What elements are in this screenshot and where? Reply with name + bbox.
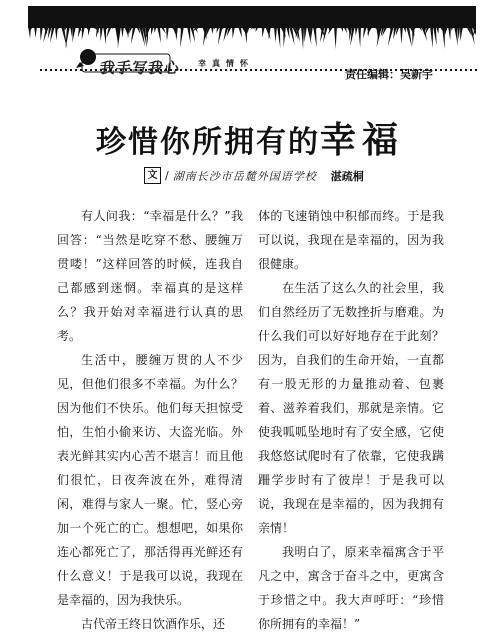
grass-blade <box>100 26 103 41</box>
grass-blade <box>445 26 448 35</box>
grass-blade <box>430 26 433 48</box>
grass-blade <box>334 26 337 49</box>
editor-credit <box>345 66 433 82</box>
grass-blade <box>277 26 280 48</box>
byline-mark: 文 <box>144 167 161 184</box>
grass-blade <box>115 26 118 43</box>
grass-blade <box>304 26 307 42</box>
grass-blade <box>40 26 43 41</box>
grass-blade <box>118 26 121 49</box>
grass-blade <box>34 26 37 38</box>
grass-blade <box>403 26 406 33</box>
grass-blade <box>28 26 31 39</box>
grass-blade <box>388 26 394 47</box>
grass-blade <box>244 26 247 44</box>
grass-blade <box>274 26 277 43</box>
grass-blade <box>313 26 317 47</box>
title-emphasis: 幸福 <box>319 119 404 161</box>
editor-label: 责任编辑： <box>345 68 400 81</box>
grass-blade <box>72 26 76 43</box>
grass-blade <box>43 26 49 42</box>
grass-blade <box>451 26 454 31</box>
grass-blade <box>400 26 403 44</box>
grass-blade <box>190 26 195 43</box>
grass-blade <box>88 26 91 36</box>
grass-blade <box>268 26 271 40</box>
paragraph: 在生活了这么久的社会里，我们自然经历了无数挫折与磨难。为什么我们可以好好地存在于此刻？因为，自我们的生命开始，一直都有一股无形的力量推动着、包裹着、滋养着我们，那就是亲情。它使我呱呱坠地时有了安全感，它使我悠悠试爬时有了依靠，它使我蹒跚学步时有了彼岸！于是我可以说，我现在是幸福的，因为我拥有亲情！ <box>258 281 444 535</box>
byline: 文 / 湖南长沙市岳麓外国语学校 湛疏桐 <box>144 167 364 184</box>
paragraph: 有人问我：“幸福是什么？”我回答：“当然是吃穿不愁、腰缠万贯喽！”这样回答的时候，连我自己都感到迷惘。幸福真的是这样么？我开始对幸福进行认真的思考。 <box>57 209 243 343</box>
grass-blade <box>157 26 161 43</box>
byline-author: 湛疏桐 <box>330 169 364 183</box>
grass-blade <box>355 26 358 36</box>
grass-blade <box>256 26 259 32</box>
column-subtag: 幸真情怀 <box>198 59 254 68</box>
grass-blade <box>70 26 73 37</box>
grass-blade <box>454 26 458 46</box>
grass-blade <box>82 26 85 40</box>
column-tag: 我手写我心 <box>98 59 182 77</box>
grass-blade <box>433 26 437 45</box>
paragraph: 古代帝王终日饮酒作乐，还 <box>81 617 226 631</box>
article-title <box>0 112 500 163</box>
paragraph: 体的飞速销蚀中积郁而终。于是我可以说，我现在是幸福的，因为我很健康。 <box>258 209 444 271</box>
paragraph: 我明白了，原来幸福寓含于平凡之中，寓含于奋斗之中，更寓含于珍惜之中。我大声呼吁：“珍惜你所拥有的幸福！” <box>258 545 444 631</box>
grass-blade <box>436 26 439 34</box>
article-column-right <box>258 204 444 636</box>
paragraph: 生活中，腰缠万贯的人不少见，但他们很多不幸福。为什么？因为他们不快乐。他们每天担惊受怕，生怕小偷来访、大盗光临。外表光鲜其实内心苦不堪言！而且他们很忙，日夜奔波在外，难得清闲，难得与家人一聚。忙，竖心旁加一个死亡的亡。想想吧，如果你连心都死亡了，那活得再光鲜还有什么意义！于是我可以说，我现在是幸福的，因为我快乐。 <box>57 353 243 607</box>
grass-blade <box>166 26 169 41</box>
grass-blade <box>262 26 265 38</box>
grass-blade <box>65 26 70 49</box>
grass-blade <box>151 26 154 35</box>
grass-banner-icon <box>28 6 476 52</box>
article-column-left <box>57 204 243 636</box>
byline-school: 湖南长沙市岳麓外国语学校 <box>172 169 317 183</box>
grass-blade <box>301 26 304 49</box>
grass-blade <box>121 26 124 38</box>
grass-blade <box>211 26 214 34</box>
grass-blade <box>232 26 235 39</box>
grass-blade <box>247 26 250 34</box>
editor-name: 吴新宇 <box>400 68 433 81</box>
grass-blade <box>448 26 451 40</box>
grass-blade <box>442 26 445 49</box>
grass-blade <box>187 26 190 44</box>
grass-blade <box>223 26 229 42</box>
grass-blade <box>180 26 184 48</box>
grass-blade <box>131 26 136 44</box>
grass-blade <box>154 26 157 33</box>
title-main: 珍惜你所拥有的 <box>95 125 320 160</box>
